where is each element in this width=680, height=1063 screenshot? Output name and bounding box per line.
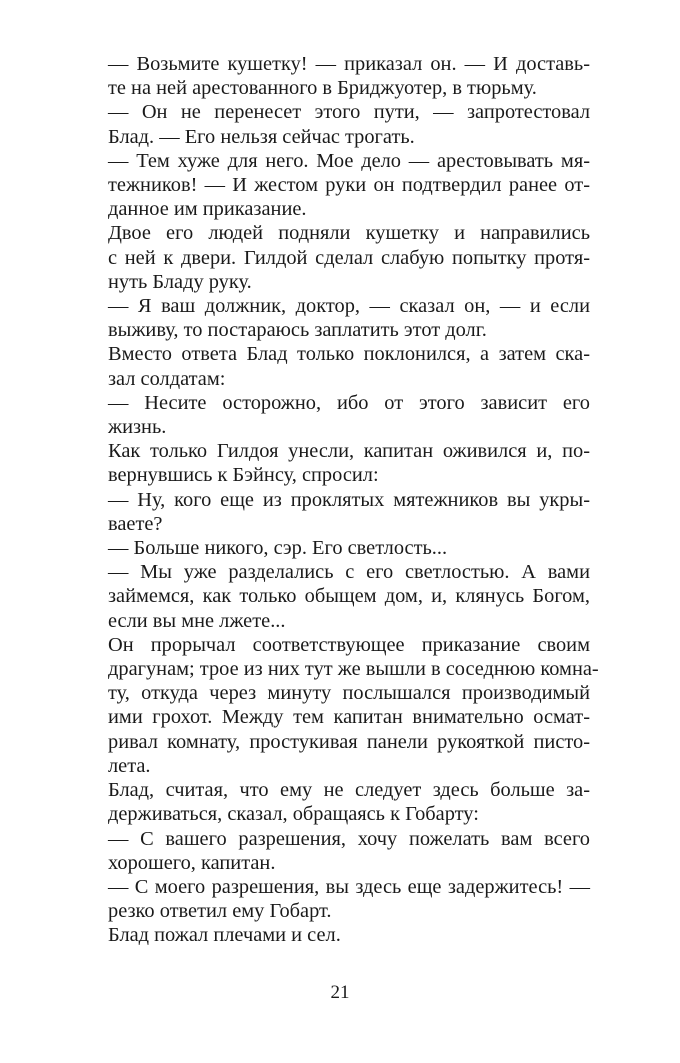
text-line: займемся, как только обыщем дом, и, клянусь Богом, bbox=[108, 585, 590, 608]
paragraph bbox=[82, 391, 590, 439]
paragraph bbox=[82, 778, 590, 826]
text-line: — Возьмите кушетку! — приказал он. — И доставь- bbox=[108, 53, 590, 75]
text-line: жизнь. bbox=[108, 416, 167, 439]
text-line: — Он не перенесет этого пути, — запротестовал bbox=[108, 101, 590, 124]
paragraph bbox=[82, 221, 590, 294]
paragraph bbox=[82, 827, 590, 875]
text-line: лета. bbox=[108, 754, 151, 777]
text-line: Как только Гилдоя унесли, капитан оживился и, по- bbox=[108, 440, 590, 463]
paragraph bbox=[82, 536, 590, 560]
text-line: ту, откуда через минуту послышался производимый bbox=[108, 682, 590, 705]
paragraph bbox=[82, 100, 590, 148]
text-line: — Мы уже разделались с его светлостью. А вами bbox=[108, 561, 590, 584]
text-line: — Тем хуже для него. Мое дело — арестовывать мя- bbox=[108, 149, 590, 172]
paragraph bbox=[82, 488, 590, 536]
page-number: 21 bbox=[330, 982, 350, 1003]
text-line: нуть Бладу руку. bbox=[108, 270, 252, 293]
paragraph bbox=[82, 294, 590, 342]
text-line: держиваться, сказал, обращаясь к Гобарту: bbox=[108, 803, 479, 826]
text-line: — Я ваш должник, доктор, — сказал он, — и если bbox=[108, 295, 590, 318]
paragraph bbox=[82, 342, 590, 390]
text-line: — Больше никого, сэр. Его светлость... bbox=[108, 537, 448, 560]
text-line: Двое его людей подняли кушетку и направились bbox=[108, 222, 590, 245]
text-line: — Несите осторожно, ибо от этого зависит его bbox=[108, 391, 590, 414]
paragraph bbox=[82, 875, 590, 923]
paragraph bbox=[82, 560, 590, 633]
paragraph bbox=[82, 633, 599, 778]
page-text bbox=[82, 52, 599, 948]
text-line: ривал комнату, простукивая панели рукояткой писто- bbox=[108, 730, 590, 753]
text-line: тежников! — И жестом руки он подтвердил ранее от- bbox=[108, 174, 590, 197]
text-line: те на ней арестованного в Бриджуотер, в тюрьму. bbox=[108, 77, 537, 100]
text-line: резко ответил ему Гобарт. bbox=[108, 900, 332, 923]
paragraph bbox=[82, 439, 590, 487]
text-line: ими грохот. Между тем капитан внимательно осмат- bbox=[108, 706, 590, 729]
text-line: Блад, считая, что ему не следует здесь больше за- bbox=[108, 779, 590, 802]
paragraph bbox=[82, 52, 590, 100]
text-line: драгунам; трое из них тут же вышли в соседнюю комна- bbox=[108, 658, 599, 681]
text-line: вернувшись к Бэйнсу, спросил: bbox=[108, 464, 379, 487]
text-line: — Ну, кого еще из проклятых мятежников вы укры- bbox=[108, 488, 590, 511]
text-line: Вместо ответа Блад только поклонился, а затем ска- bbox=[108, 343, 590, 366]
text-line: ваете? bbox=[108, 512, 163, 535]
paragraph bbox=[82, 149, 590, 222]
paragraph bbox=[82, 923, 590, 947]
text-line: Он прорычал соответствующее приказание своим bbox=[108, 633, 590, 656]
text-line: Блад. — Его нельзя сейчас трогать. bbox=[108, 125, 415, 148]
text-line: — С моего разрешения, вы здесь еще задержитесь! — bbox=[108, 875, 590, 898]
text-line: данное им приказание. bbox=[108, 198, 307, 221]
text-line: Блад пожал плечами и сел. bbox=[108, 924, 341, 947]
text-line: — С вашего разрешения, хочу пожелать вам всего bbox=[108, 827, 590, 850]
text-line: выживу, то постараюсь заплатить этот долг. bbox=[108, 319, 487, 342]
text-line: хорошего, капитан. bbox=[108, 851, 276, 874]
text-line: с ней к двери. Гилдой сделал слабую попытку протя- bbox=[108, 246, 590, 269]
text-line: если вы мне лжете... bbox=[108, 609, 286, 632]
text-line: зал солдатам: bbox=[108, 367, 226, 390]
